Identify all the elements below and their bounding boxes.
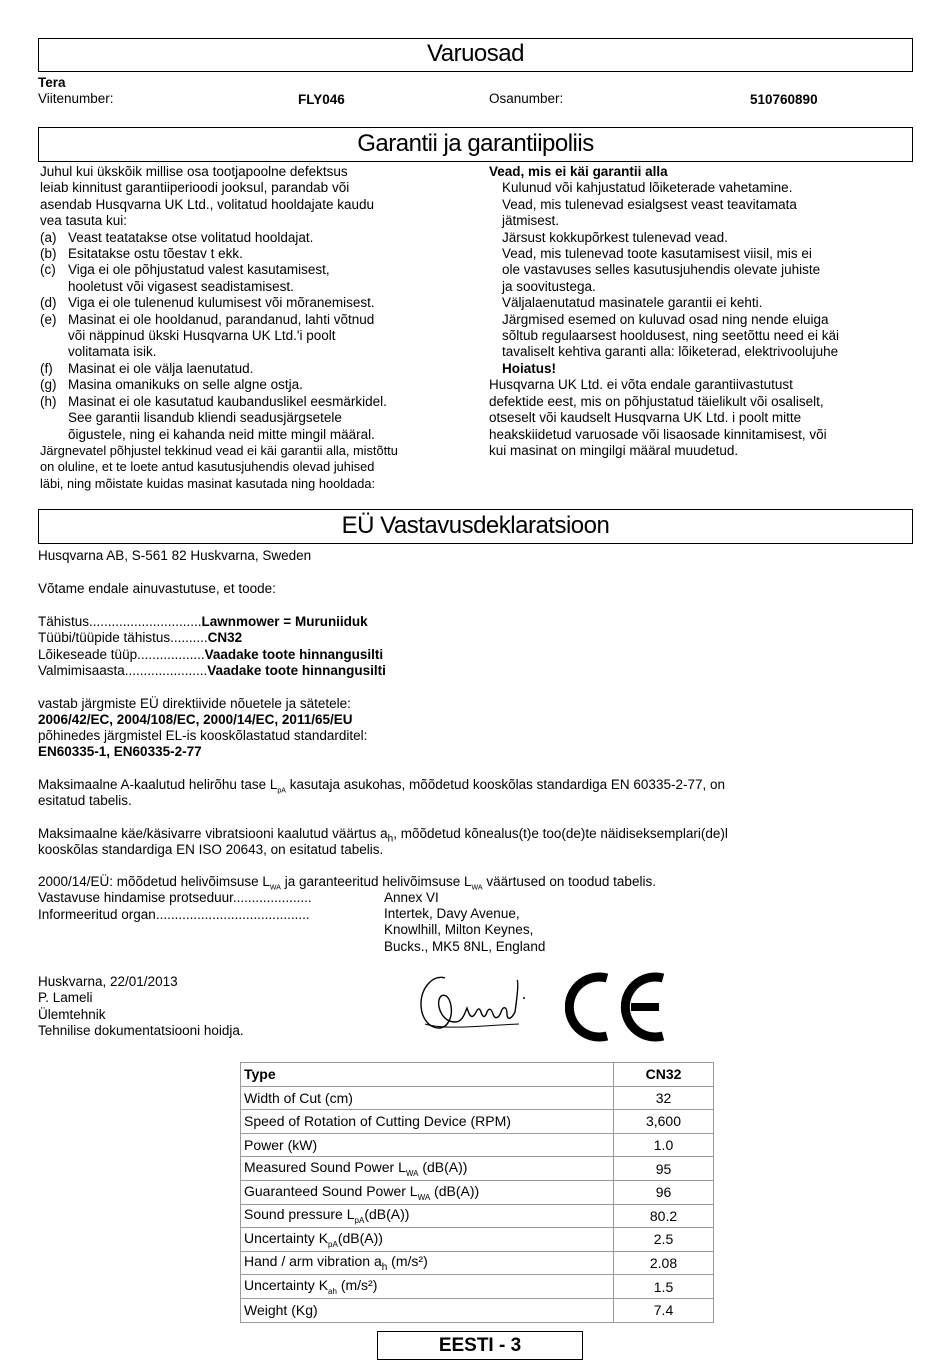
spec-value: 2.08 bbox=[614, 1251, 714, 1275]
spec-value: 7.4 bbox=[614, 1298, 714, 1322]
sound-pressure-statement: Maksimaalne A-kaalutud helirõhu tase $L_{pA}$ kasutaja asukohas, mõõdetud kooskõlas standardiga EN 60335-2-77, on bbox=[38, 777, 725, 795]
exclusion-line: ole vastavuses selles kasutusjuhendis olevate juhiste bbox=[502, 262, 821, 278]
spec-value: 32 bbox=[614, 1086, 714, 1110]
notified-body-line: Bucks., MK5 8NL, England bbox=[384, 938, 546, 954]
signatory-block bbox=[38, 974, 244, 1040]
condition-marker: (c) bbox=[40, 262, 56, 278]
spec-label-text: Speed of Rotation of Cutting Device (RPM) bbox=[244, 1113, 511, 1130]
declaration-intro: Võtame endale ainuvastutuse, et toode: bbox=[38, 581, 276, 596]
spec-label-unit: (dB(A)) bbox=[337, 1230, 383, 1247]
warranty-condition-line bbox=[40, 213, 398, 229]
spec-value: 95 bbox=[614, 1157, 714, 1181]
table-header-row bbox=[241, 1063, 714, 1087]
warranty-condition-line bbox=[40, 377, 398, 393]
condition-marker: (d) bbox=[40, 295, 57, 311]
condition-marker: (b) bbox=[40, 246, 57, 262]
condition-marker: (h) bbox=[40, 393, 57, 409]
warranty-condition-line bbox=[40, 443, 398, 459]
warranty-condition-line bbox=[40, 476, 398, 492]
detail-label: Tähistus.............................. bbox=[38, 614, 202, 629]
detail-label: Tüübi/tüüpide tähistus.......... bbox=[38, 630, 208, 646]
spec-label-text: Uncertainty K bbox=[244, 1277, 329, 1294]
table-row bbox=[241, 1251, 714, 1275]
detail-label: Lõikeseade tüüp.................. bbox=[38, 646, 205, 662]
exclusion-line: Väljalaenutatud masinatele garantii ei kehti. bbox=[502, 295, 763, 311]
spec-label-sub: ah bbox=[328, 1287, 337, 1297]
spec-label-text: Guaranteed Sound Power L bbox=[244, 1182, 418, 1199]
procedure-value: Annex VI bbox=[384, 890, 439, 905]
warranty-condition-line bbox=[40, 394, 398, 410]
warranty-condition-line bbox=[40, 262, 398, 278]
table-row bbox=[241, 1180, 714, 1204]
exclusions-heading: Vead, mis ei käi garantii alla bbox=[489, 164, 668, 179]
warranty-condition-line bbox=[40, 180, 398, 196]
condition-text: õigustele, ning ei kahanda neid mitte mingil määral. bbox=[68, 426, 375, 442]
condition-text: Masinat ei ole välja laenutatud. bbox=[68, 360, 254, 376]
spec-label bbox=[241, 1180, 614, 1204]
spec-label-text: Weight (Kg) bbox=[244, 1302, 318, 1319]
warning-line: otseselt või kaudselt Husqvarna UK Ltd. i poolt mitte bbox=[489, 410, 802, 426]
spec-label-sub: pA bbox=[354, 1216, 365, 1226]
notified-body-line: Knowlhill, Milton Keynes, bbox=[384, 922, 534, 938]
condition-text: Viga ei ole põhjustatud valest kasutamisest, bbox=[68, 262, 330, 278]
exclusion-line: jätmisest. bbox=[502, 213, 560, 229]
spec-label-unit: (dB(A)) bbox=[430, 1182, 480, 1199]
part-number-label: Osanumber: bbox=[489, 91, 564, 106]
vibration-statement-end: kooskõlas standardiga EN ISO 20643, on esitatud tabelis. bbox=[38, 842, 384, 857]
directives-intro: vastab järgmiste EÜ direktiivide nõuetele ja sätetele: bbox=[38, 696, 351, 711]
sound-pressure-statement-end: esitatud tabelis. bbox=[38, 793, 132, 808]
warning-heading: Hoiatus! bbox=[502, 360, 556, 376]
spec-label bbox=[241, 1086, 614, 1110]
condition-text: Viga ei ole tulenenud kulumisest või mõranemisest. bbox=[68, 295, 375, 311]
spec-label-sub: WA bbox=[405, 1169, 419, 1179]
procedure-label: Vastavuse hindamise protseduur..................... bbox=[38, 890, 312, 905]
spare-part-item: Tera bbox=[38, 75, 66, 90]
warranty-conditions bbox=[40, 164, 398, 492]
exclusion-line: sõltub regulaarsest hooldusest, ning seetõttu need ei käi bbox=[502, 328, 839, 344]
exclusion-line: Vead, mis tulenevad toote kasutamisest viisil, mis ei bbox=[502, 246, 812, 262]
table-row bbox=[241, 1086, 714, 1110]
spec-label bbox=[241, 1157, 614, 1181]
product-detail-row bbox=[38, 663, 386, 679]
ce-mark-icon bbox=[565, 970, 669, 1044]
part-number-value: 510760890 bbox=[750, 92, 818, 107]
signature-image bbox=[415, 968, 535, 1038]
spec-label-sub: h bbox=[381, 1261, 388, 1273]
spare-parts-heading: Varuosad bbox=[38, 38, 913, 72]
product-detail-row bbox=[38, 647, 386, 663]
warranty-condition-line bbox=[40, 459, 398, 475]
condition-text: on oluline, et te loete antud kasutusjuhendis olevad juhised bbox=[40, 459, 375, 475]
manufacturer-address: Husqvarna AB, S-561 82 Huskvarna, Sweden bbox=[38, 548, 312, 563]
condition-text: leiab kinnitust garantiiperioodi jooksul, parandab või bbox=[40, 180, 350, 196]
warranty-condition-line bbox=[40, 361, 398, 377]
exclusion-line: Järgmised esemed on kuluvad osad ning nende eluiga bbox=[502, 311, 829, 327]
table-row bbox=[241, 1133, 714, 1157]
spec-label-sub: pA bbox=[328, 1239, 338, 1249]
spec-label bbox=[241, 1110, 614, 1134]
spec-value: 1.5 bbox=[614, 1275, 714, 1299]
spec-value: 80.2 bbox=[614, 1204, 714, 1228]
detail-value: CN32 bbox=[207, 630, 243, 646]
warranty-condition-line bbox=[40, 197, 398, 213]
spec-label-text: Power (kW) bbox=[244, 1137, 318, 1154]
signatory-line: Ülemtehnik bbox=[38, 1006, 106, 1022]
spec-value: 2.5 bbox=[614, 1228, 714, 1252]
signatory-line: P. Lameli bbox=[38, 990, 93, 1006]
directives-list: 2006/42/EC, 2004/108/EC, 2000/14/EC, 2011/65/EU bbox=[38, 712, 353, 727]
condition-text: Masinat ei ole kasutatud kaubanduslikel eesmärkidel. bbox=[68, 393, 387, 409]
condition-text: Juhul kui ükskõik millise osa tootjapoolne defektsus bbox=[40, 164, 348, 179]
table-row bbox=[241, 1204, 714, 1228]
detail-value: Vaadake toote hinnangusilti bbox=[207, 663, 386, 679]
product-details bbox=[38, 614, 386, 680]
table-row bbox=[241, 1275, 714, 1299]
spec-label-unit: (dB(A)) bbox=[364, 1206, 410, 1223]
spec-label-unit: (m/s²) bbox=[336, 1277, 378, 1294]
table-row bbox=[241, 1110, 714, 1134]
warranty-condition-line bbox=[40, 246, 398, 262]
warranty-condition-line bbox=[40, 410, 398, 426]
warranty-exclusions bbox=[489, 164, 839, 459]
exclusion-line: tavaliselt kehtiva garanti alla: lõiketerad, elektrivoolujuhe bbox=[502, 344, 839, 360]
type-label: Type bbox=[241, 1063, 614, 1087]
exclusion-line: Kulunud või kahjustatud lõiketerade vahetamine. bbox=[502, 180, 793, 196]
notified-body-line: Intertek, Davy Avenue, bbox=[384, 906, 520, 921]
exclusion-line: Vead, mis tulenevad esialgsest veast teavitamata bbox=[502, 196, 797, 212]
condition-marker: (e) bbox=[40, 311, 57, 327]
exclusion-line: Järsust kokkupõrkest tulenevad vead. bbox=[502, 229, 728, 245]
detail-value: Vaadake toote hinnangusilti bbox=[204, 646, 384, 662]
table-row bbox=[241, 1228, 714, 1252]
condition-text: hooletust või vigasest seadistamisest. bbox=[68, 278, 294, 294]
detail-value: Lawnmower = Muruniiduk bbox=[201, 614, 368, 629]
table-row bbox=[241, 1157, 714, 1181]
condition-text: Järgnevatel põhjustel tekkinud vead ei käi garantii alla, mistõttu bbox=[40, 442, 398, 458]
exclusion-line: ja soovitustega. bbox=[502, 278, 596, 294]
spec-label-unit: (m/s²) bbox=[387, 1253, 428, 1270]
spec-label bbox=[241, 1275, 614, 1299]
warranty-condition-line bbox=[40, 295, 398, 311]
spec-label-sub: WA bbox=[417, 1192, 431, 1202]
spec-value: 1.0 bbox=[614, 1133, 714, 1157]
condition-text: Masinat ei ole hooldanud, parandanud, lahti võtnud bbox=[68, 311, 375, 327]
warning-line: heakskiidetud varuosade või lisaosade kinnitamisest, või bbox=[489, 426, 827, 442]
warning-line: defektide eest, mis on põhjustatud täielikult või osaliselt, bbox=[489, 393, 824, 409]
standards-intro: põhinedes järgmistel EL-is kooskõlastatud standarditel: bbox=[38, 728, 368, 743]
signatory-line: Huskvarna, 22/01/2013 bbox=[38, 974, 178, 989]
spec-label bbox=[241, 1228, 614, 1252]
declaration-heading: EÜ Vastavusdeklaratsioon bbox=[38, 509, 913, 544]
spec-value: 96 bbox=[614, 1180, 714, 1204]
spec-label-unit: (dB(A)) bbox=[418, 1159, 468, 1176]
warranty-condition-line bbox=[40, 344, 398, 360]
warranty-condition-line bbox=[40, 279, 398, 295]
condition-marker: (f) bbox=[40, 360, 53, 376]
warranty-condition-line bbox=[40, 230, 398, 246]
warranty-heading: Garantii ja garantiipoliis bbox=[38, 127, 913, 162]
condition-marker: (a) bbox=[40, 229, 57, 245]
condition-text: või näppinud ükski Husqvarna UK Ltd.'i poolt bbox=[68, 328, 336, 344]
specification-table bbox=[240, 1062, 714, 1323]
warranty-condition-line bbox=[40, 427, 398, 443]
warranty-condition-line bbox=[40, 312, 398, 328]
page-footer: EESTI - 3 bbox=[377, 1331, 583, 1360]
condition-text: volitamata isik. bbox=[68, 344, 157, 360]
spec-label bbox=[241, 1133, 614, 1157]
product-detail-row bbox=[38, 614, 386, 630]
warranty-condition-line bbox=[40, 164, 398, 180]
spec-label-text: Width of Cut (cm) bbox=[244, 1089, 353, 1106]
ref-number-label: Viitenumber: bbox=[38, 91, 114, 106]
notified-body-address bbox=[384, 906, 545, 955]
condition-text: Masina omanikuks on selle algne ostja. bbox=[68, 377, 303, 393]
notified-body-label: Informeeritud organ......................................... bbox=[38, 907, 310, 922]
condition-text: Esitatakse ostu tõestav t ekk. bbox=[68, 246, 243, 262]
spec-label-text: Measured Sound Power L bbox=[244, 1159, 406, 1176]
noise-directive-statement: 2000/14/EÜ: mõõdetud helivõimsuse $L_{WA}$ ja garanteeritud helivõimsuse $L_{WA}$ väärtused on toodud tabelis. bbox=[38, 874, 656, 892]
condition-text: vea tasuta kui: bbox=[40, 213, 128, 229]
condition-marker: (g) bbox=[40, 377, 57, 393]
table-row bbox=[241, 1298, 714, 1322]
spec-label-text: Uncertainty K bbox=[244, 1230, 329, 1247]
standards-list: EN60335-1, EN60335-2-77 bbox=[38, 744, 202, 759]
condition-text: Veast teatatakse otse volitatud hooldajat. bbox=[68, 229, 314, 245]
condition-text: See garantii lisandub kliendi seadusjärgsetele bbox=[68, 410, 342, 426]
product-detail-row bbox=[38, 630, 386, 646]
condition-text: asendab Husqvarna UK Ltd., volitatud hooldajate kaudu bbox=[40, 196, 374, 212]
ref-number-value: FLY046 bbox=[298, 92, 345, 107]
spec-label-text: Hand / arm vibration a bbox=[244, 1253, 382, 1270]
detail-label: Valmimisaasta...................... bbox=[38, 663, 208, 679]
spec-label bbox=[241, 1251, 614, 1275]
signatory-line: Tehnilise dokumentatsiooni hoidja. bbox=[38, 1023, 244, 1039]
warning-line: kui masinat on mingilgi määral muudetud. bbox=[489, 442, 739, 458]
type-value: CN32 bbox=[614, 1063, 714, 1087]
warning-line: Husqvarna UK Ltd. ei võta endale garantiivastutust bbox=[489, 377, 793, 393]
warranty-condition-line bbox=[40, 328, 398, 344]
spec-value: 3,600 bbox=[614, 1110, 714, 1134]
spec-label-text: Sound pressure L bbox=[244, 1206, 355, 1223]
spec-label bbox=[241, 1204, 614, 1228]
condition-text: läbi, ning mõistate kuidas masinat kasutada ning hooldada: bbox=[40, 475, 376, 491]
spec-label bbox=[241, 1298, 614, 1322]
vibration-statement: Maksimaalne käe/käsivarre vibratsiooni kaalutud väärtus $a_h$, mõõdetud kõnealus(t)e too(de)te näidiseksemplari(de)l bbox=[38, 826, 728, 845]
